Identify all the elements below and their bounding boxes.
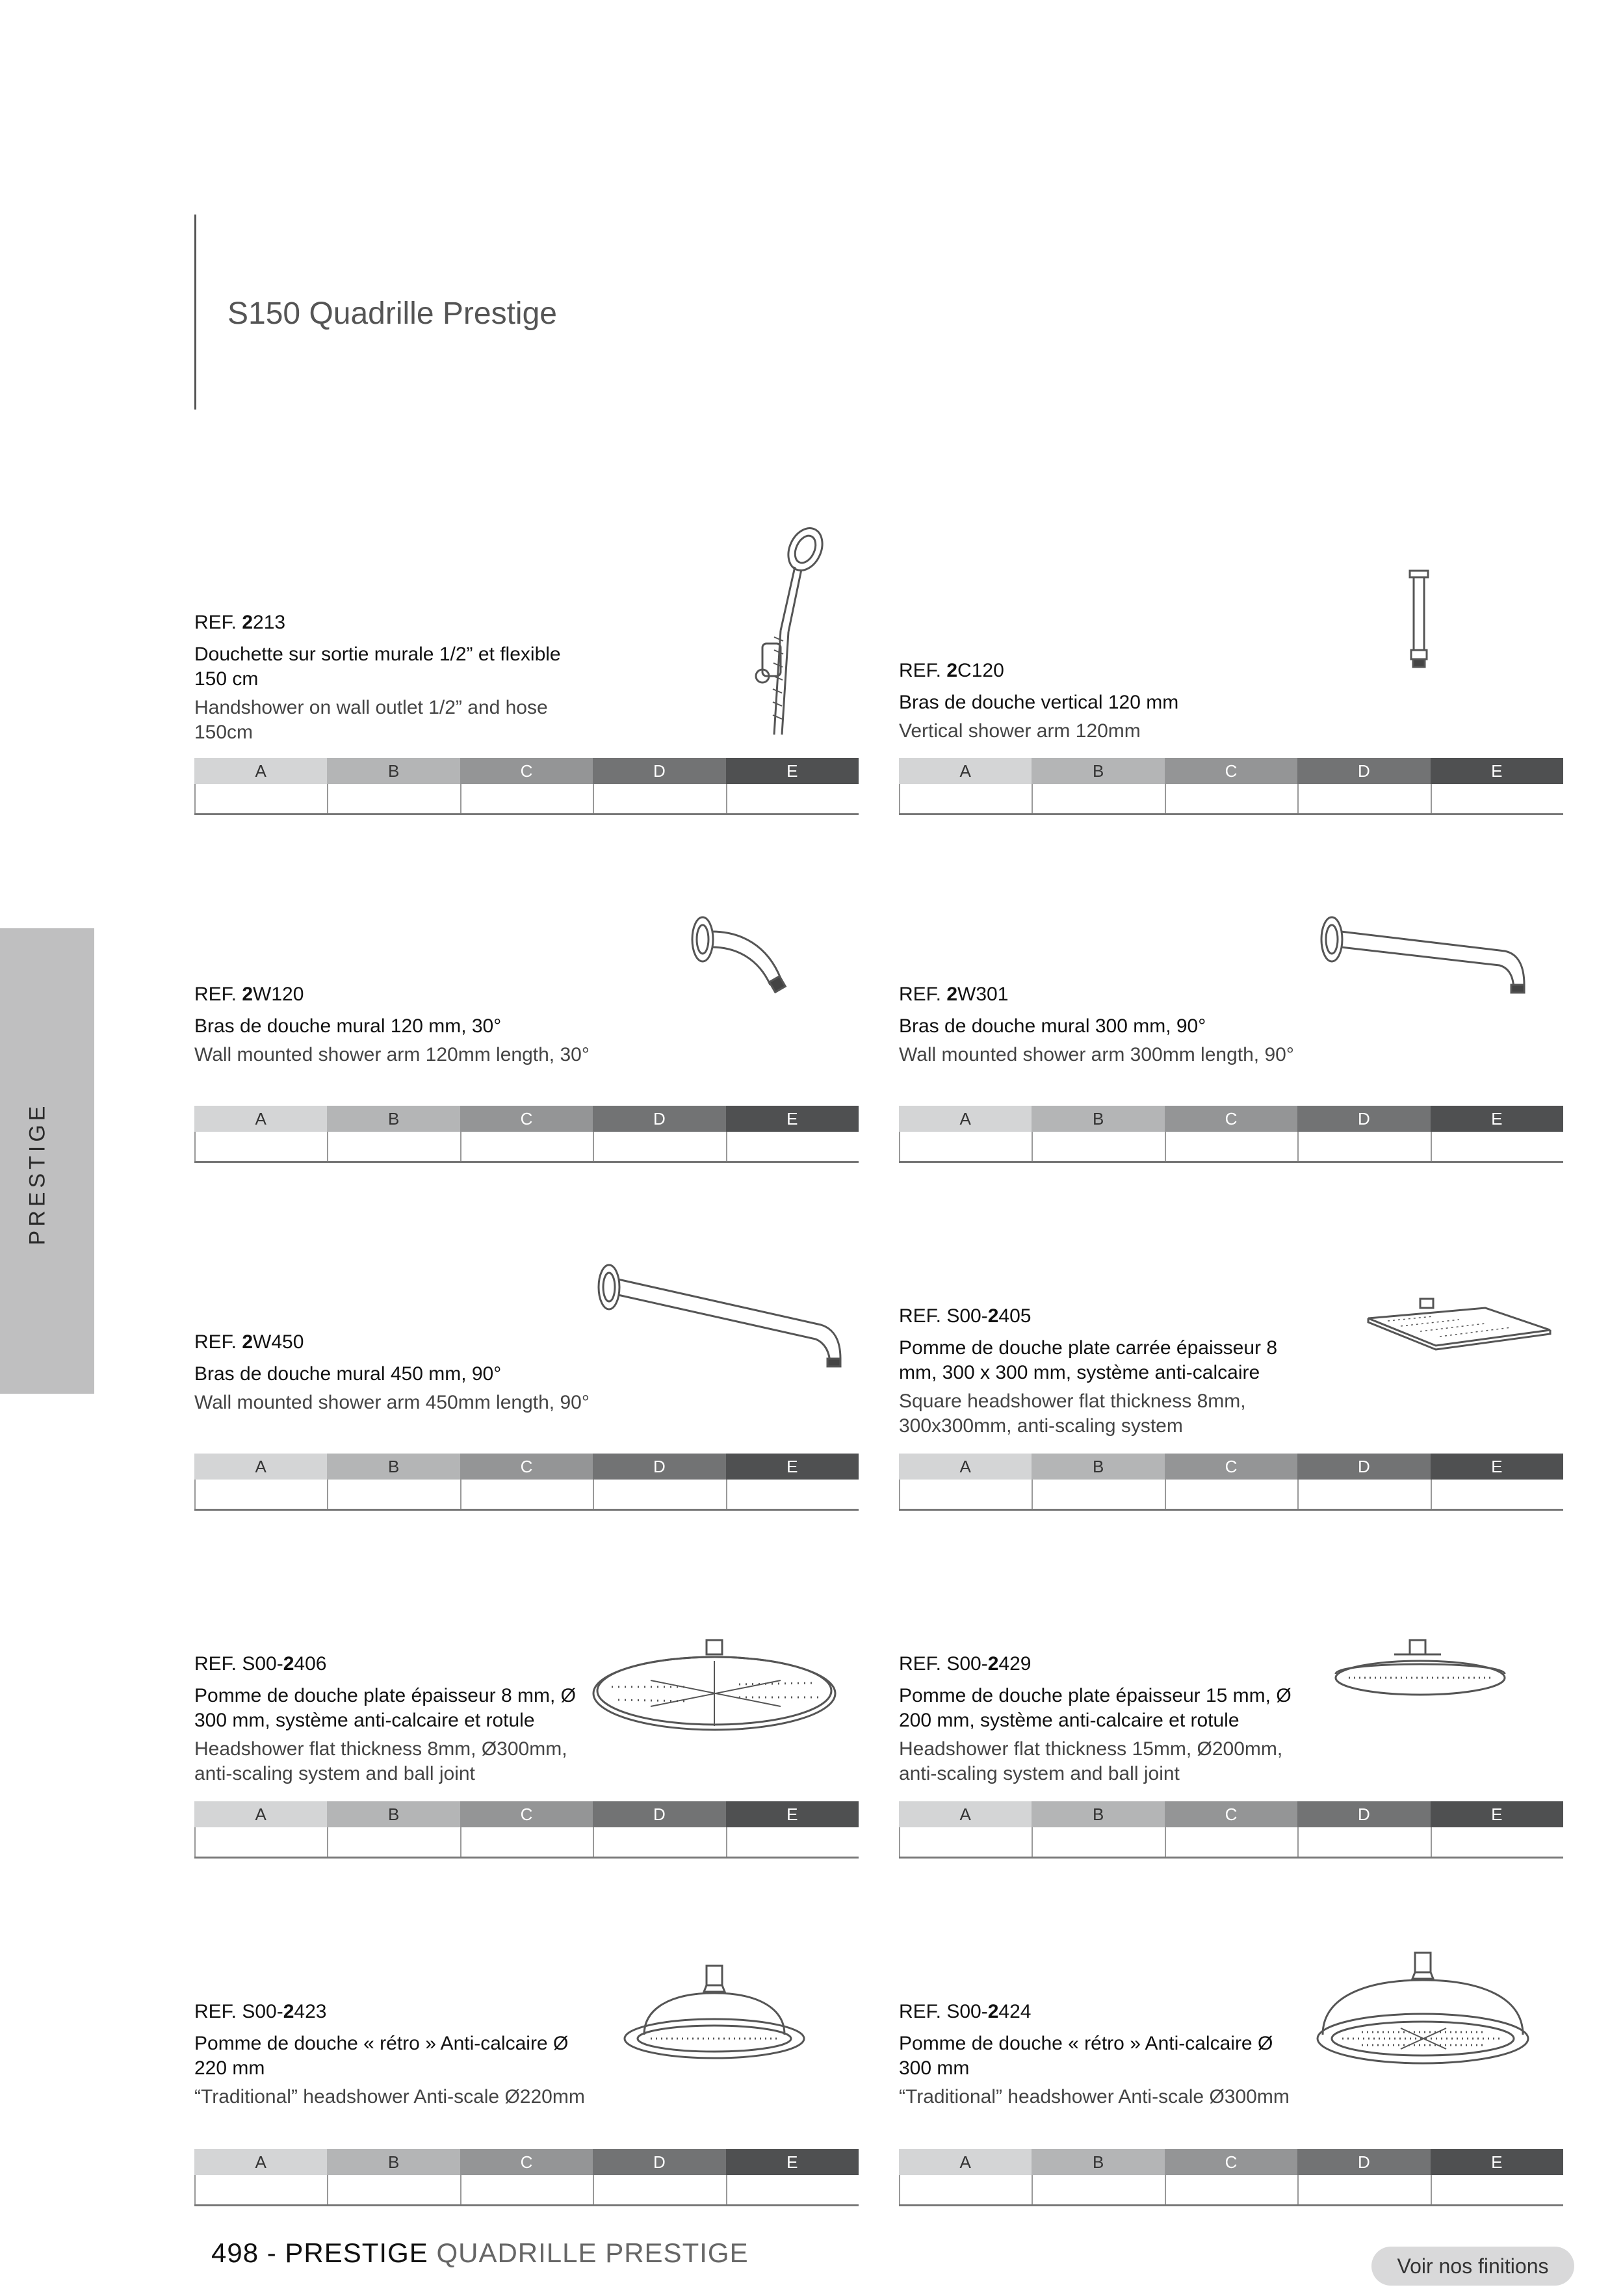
finish-table — [194, 1454, 859, 1511]
product-ref: REF. 2C120 — [899, 660, 1004, 681]
product-card — [899, 520, 1563, 819]
finish-col-e: E — [726, 2149, 859, 2175]
finish-table — [899, 758, 1563, 815]
finish-col-b: B — [327, 2149, 460, 2175]
finish-table — [194, 1106, 859, 1163]
finish-col-e: E — [726, 1106, 859, 1132]
product-description-fr: Bras de douche mural 300 mm, 90° — [899, 1015, 1206, 1037]
finish-col-d: D — [1297, 1801, 1430, 1827]
finish-col-e: E — [1431, 758, 1563, 784]
side-tab-label: PRESTIGE — [25, 1102, 50, 1246]
page-number: 498 - PRESTIGE — [211, 2237, 428, 2268]
finish-col-c: C — [460, 2149, 593, 2175]
finish-col-e: E — [1431, 1106, 1563, 1132]
product-description-en: Wall mounted shower arm 120mm length, 30° — [194, 1044, 590, 1065]
product-card — [899, 868, 1563, 1167]
product-ref: REF. S00-2406 — [194, 1653, 327, 1675]
product-description-en: Square headshower flat thickness 8mm, 300x300mm, anti-scaling system — [899, 1390, 1246, 1437]
product-card — [194, 1563, 859, 1862]
finish-col-c: C — [1165, 2149, 1297, 2175]
finish-col-d: D — [593, 1801, 725, 1827]
finish-col-c: C — [1165, 1801, 1297, 1827]
retro-headshower-small-icon — [586, 1911, 859, 2171]
finish-col-b: B — [1032, 1454, 1164, 1480]
finish-table — [194, 2149, 859, 2206]
finish-col-b: B — [327, 1801, 460, 1827]
finish-col-e: E — [726, 1454, 859, 1480]
product-description-en: Headshower flat thickness 15mm, Ø200mm, anti-scaling system and ball joint — [899, 1738, 1283, 1784]
product-description-fr: Pomme de douche plate épaisseur 15 mm, Ø 200 mm, système anti-calcaire et rotule — [899, 1685, 1292, 1731]
product-description-fr: Bras de douche mural 450 mm, 90° — [194, 1363, 502, 1385]
finish-col-c: C — [460, 1106, 593, 1132]
product-card — [899, 1216, 1563, 1515]
product-ref: REF. S00-2405 — [899, 1305, 1032, 1327]
finish-col-d: D — [593, 1454, 725, 1480]
finish-col-c: C — [460, 1801, 593, 1827]
product-description-fr: Pomme de douche plate carrée épaisseur 8 mm, 300 x 300 mm, système anti-calcaire — [899, 1337, 1278, 1383]
product-description-en: Vertical shower arm 120mm — [899, 720, 1141, 742]
finish-col-e: E — [1431, 1801, 1563, 1827]
finish-col-b: B — [327, 1106, 460, 1132]
finish-col-a: A — [194, 1454, 327, 1480]
product-ref: REF. 2W450 — [194, 1331, 304, 1353]
handshower-icon — [586, 520, 859, 780]
product-card — [899, 1911, 1563, 2210]
product-description-en: Wall mounted shower arm 450mm length, 90° — [194, 1392, 590, 1413]
finish-table — [194, 758, 859, 815]
product-card — [194, 520, 859, 819]
finish-col-b: B — [1032, 1801, 1164, 1827]
finish-col-c: C — [460, 1454, 593, 1480]
product-ref: REF. 2213 — [194, 612, 286, 633]
finish-col-c: C — [1165, 1454, 1297, 1480]
product-ref: REF. S00-2429 — [899, 1653, 1032, 1675]
product-description-en: “Traditional” headshower Anti-scale Ø220mm — [194, 2086, 585, 2107]
retro-headshower-large-icon — [1290, 1911, 1563, 2171]
finish-table — [899, 2149, 1563, 2206]
product-ref: REF. 2W301 — [899, 984, 1009, 1005]
product-card — [194, 1911, 859, 2210]
finish-col-e: E — [1431, 2149, 1563, 2175]
finish-col-c: C — [1165, 1106, 1297, 1132]
page-footer — [211, 2237, 749, 2269]
view-finishes-button[interactable]: Voir nos finitions — [1371, 2247, 1574, 2286]
finish-col-d: D — [1297, 2149, 1430, 2175]
finish-col-b: B — [327, 1454, 460, 1480]
finish-col-a: A — [899, 2149, 1032, 2175]
finish-col-e: E — [726, 1801, 859, 1827]
product-description-en: Wall mounted shower arm 300mm length, 90° — [899, 1044, 1294, 1065]
product-description-fr: Pomme de douche plate épaisseur 8 mm, Ø 300 mm, système anti-calcaire et rotule — [194, 1685, 576, 1731]
product-description-fr: Bras de douche mural 120 mm, 30° — [194, 1015, 502, 1037]
finish-table — [899, 1801, 1563, 1859]
finish-col-b: B — [1032, 1106, 1164, 1132]
finish-col-a: A — [899, 1454, 1032, 1480]
finish-col-a: A — [194, 758, 327, 784]
vertical-arm-icon — [1290, 520, 1563, 780]
finish-col-a: A — [899, 1801, 1032, 1827]
product-card — [194, 1216, 859, 1515]
finish-col-b: B — [327, 758, 460, 784]
finish-col-a: A — [194, 1106, 327, 1132]
finish-col-d: D — [593, 1106, 725, 1132]
product-card — [899, 1563, 1563, 1862]
finish-col-b: B — [1032, 2149, 1164, 2175]
finish-col-c: C — [460, 758, 593, 784]
product-description-en: Headshower flat thickness 8mm, Ø300mm, anti-scaling system and ball joint — [194, 1738, 567, 1784]
product-description-fr: Pomme de douche « rétro » Anti-calcaire Ø 220 mm — [194, 2033, 569, 2079]
wall-arm-long-icon — [586, 1216, 859, 1476]
round-headshower-small-icon — [1290, 1563, 1563, 1823]
page-title: S150 Quadrille Prestige — [227, 296, 557, 331]
round-headshower-large-icon — [586, 1563, 859, 1823]
product-ref: REF. S00-2423 — [194, 2001, 327, 2022]
finish-col-d: D — [593, 758, 725, 784]
finish-table — [899, 1454, 1563, 1511]
finish-table — [194, 1801, 859, 1859]
title-rule — [194, 215, 196, 410]
finish-col-d: D — [1297, 758, 1430, 784]
finish-col-a: A — [194, 1801, 327, 1827]
finish-col-b: B — [1032, 758, 1164, 784]
product-description-fr: Pomme de douche « rétro » Anti-calcaire Ø 300 mm — [899, 2033, 1273, 2079]
finish-col-c: C — [1165, 758, 1297, 784]
product-card — [194, 868, 859, 1167]
footer-section: QUADRILLE PRESTIGE — [436, 2237, 749, 2268]
finish-col-e: E — [1431, 1454, 1563, 1480]
product-description-en: “Traditional” headshower Anti-scale Ø300mm — [899, 2086, 1290, 2107]
product-description-en: Handshower on wall outlet 1/2” and hose 150cm — [194, 697, 548, 743]
product-ref: REF. 2W120 — [194, 984, 304, 1005]
finish-col-d: D — [1297, 1454, 1430, 1480]
wall-arm-short-icon — [586, 868, 859, 1128]
finish-table — [899, 1106, 1563, 1163]
finish-col-a: A — [899, 758, 1032, 784]
finish-col-e: E — [726, 758, 859, 784]
finish-col-a: A — [194, 2149, 327, 2175]
wall-arm-medium-icon — [1290, 868, 1563, 1128]
finish-col-d: D — [593, 2149, 725, 2175]
product-ref: REF. S00-2424 — [899, 2001, 1032, 2022]
product-description-fr: Bras de douche vertical 120 mm — [899, 692, 1179, 713]
finish-col-d: D — [1297, 1106, 1430, 1132]
square-headshower-icon — [1290, 1216, 1563, 1476]
product-description-fr: Douchette sur sortie murale 1/2” et flexible 150 cm — [194, 644, 561, 690]
finish-col-a: A — [899, 1106, 1032, 1132]
